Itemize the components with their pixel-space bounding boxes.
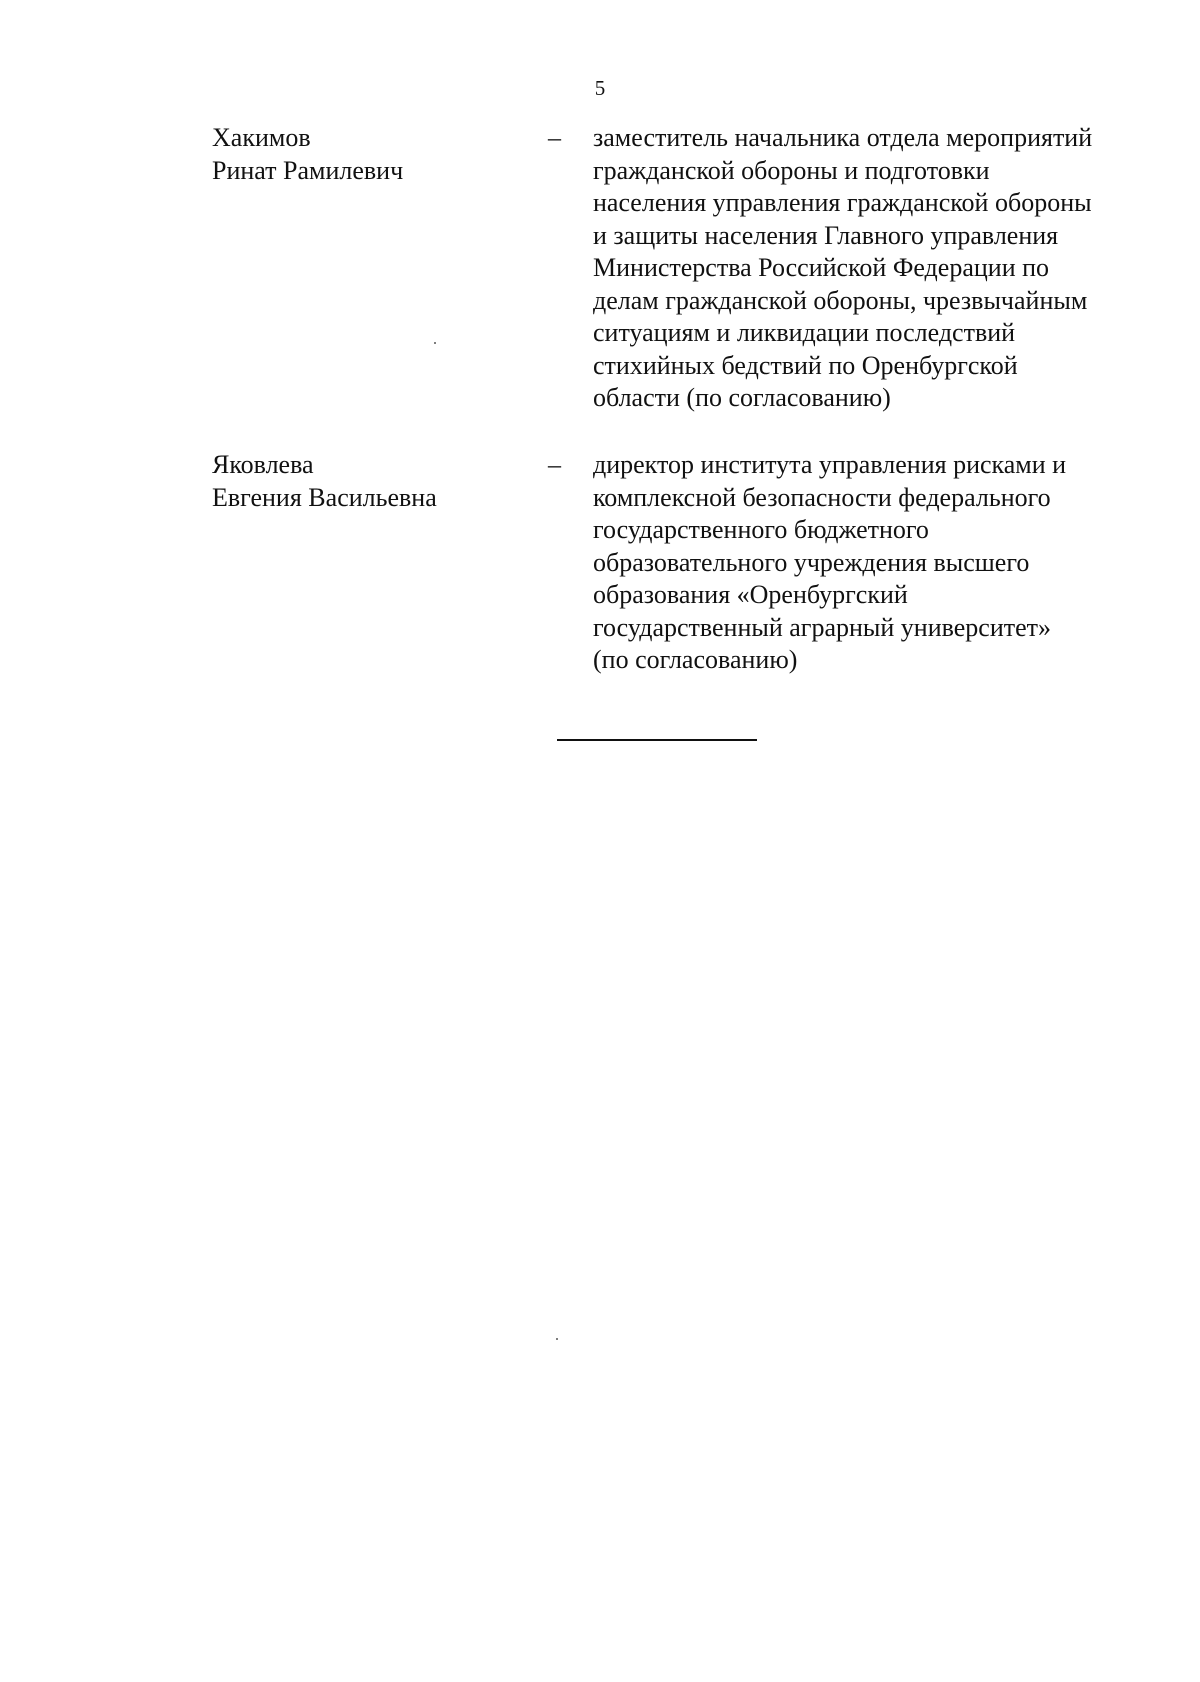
position-line: населения управления гражданской обороны: [593, 188, 1092, 217]
position-line: и защиты населения Главного управления: [593, 220, 1059, 250]
page-number: 5: [594, 76, 606, 100]
scan-speck: [434, 342, 436, 344]
position-line: стихийных бедствий по Оренбургской: [593, 350, 1018, 380]
position-line: гражданской обороны и подготовки: [593, 155, 990, 185]
position-line: комплексной безопасности федерального: [593, 482, 1051, 512]
end-of-list-rule: [557, 739, 757, 741]
position-line: (по согласованию): [593, 645, 798, 674]
member-name: [212, 122, 512, 187]
position-line: заместитель начальника отдела мероприятий: [593, 123, 1093, 152]
member-surname: Яковлева: [212, 450, 314, 479]
separator-dash: –: [548, 450, 561, 479]
position-line: образования «Оренбургский: [593, 580, 908, 609]
position-line: делам гражданской обороны, чрезвычайным: [593, 285, 1088, 315]
scan-speck: [556, 1338, 558, 1340]
member-surname: Хакимов: [212, 123, 311, 152]
separator-dash: –: [548, 123, 561, 152]
position-line: образовательного учреждения высшего: [593, 547, 1030, 577]
member-position: [593, 122, 1153, 415]
position-line: Министерства Российской Федерации по: [593, 253, 1050, 282]
member-given-names: Евгения Васильевна: [212, 482, 437, 512]
position-line: государственного бюджетного: [593, 515, 929, 544]
member-name: [212, 449, 512, 514]
member-given-names: Ринат Рамилевич: [212, 155, 404, 185]
position-line: ситуациям и ликвидации последствий: [593, 318, 1016, 347]
position-line: государственный аграрный университет»: [593, 612, 1052, 642]
member-position: [593, 449, 1153, 677]
position-line: директор института управления рисками и: [593, 450, 1067, 479]
position-line: области (по согласованию): [593, 383, 891, 412]
